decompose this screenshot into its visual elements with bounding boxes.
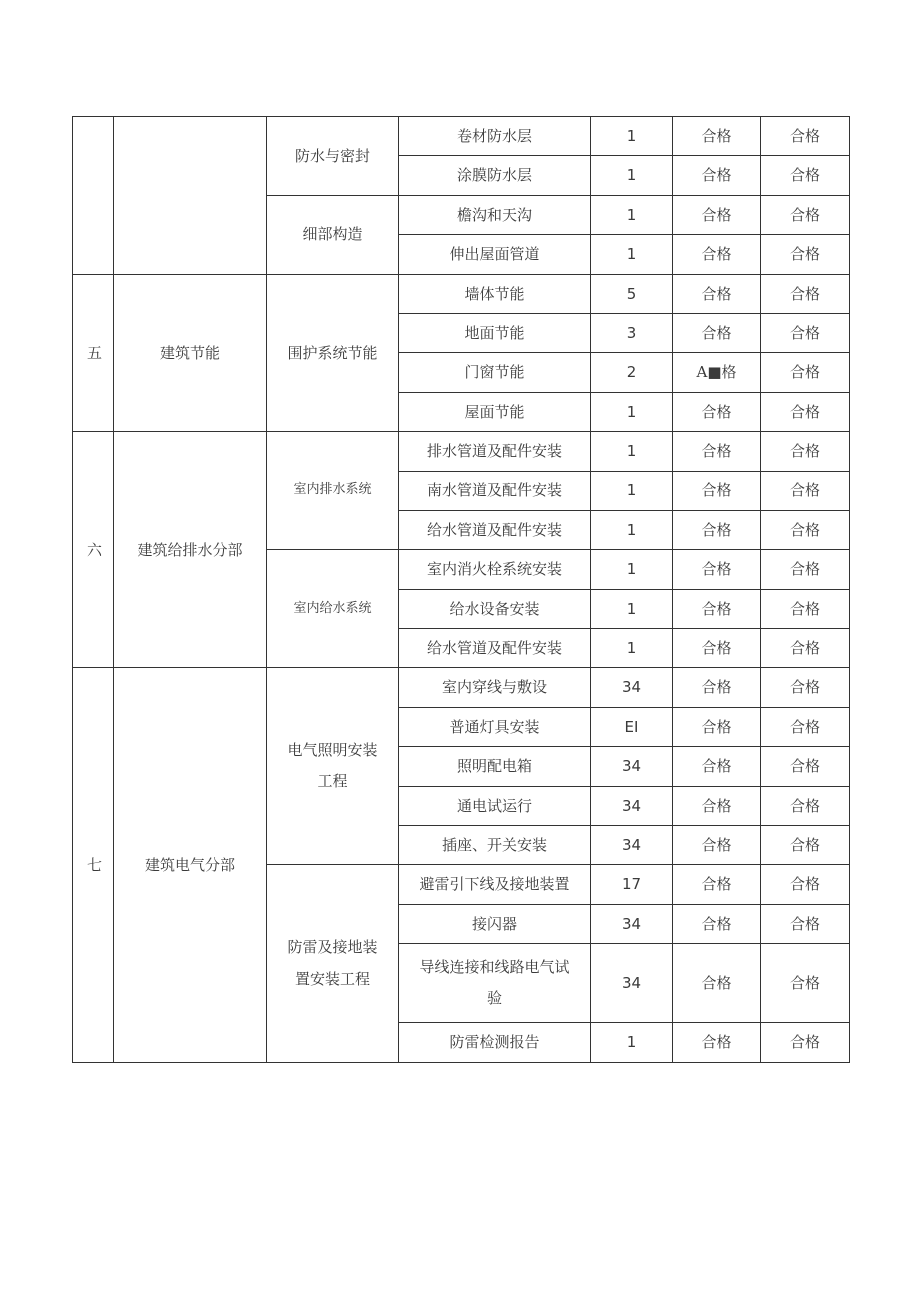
- acceptance-result-cell: [761, 1023, 850, 1062]
- inspection-item-cell: [399, 747, 591, 786]
- lot-count-cell: [591, 156, 673, 195]
- inspection-item-cell-text: 插座、开关安装: [441, 835, 547, 854]
- self-check-result-cell: [673, 904, 761, 943]
- acceptance-result-cell-text: 合格: [789, 796, 820, 815]
- acceptance-result-cell: [761, 156, 850, 195]
- sub-division-cell-text: 防雷及接地装置安装工程: [287, 938, 378, 988]
- inspection-item-cell: [399, 117, 591, 156]
- lot-count-cell-text: 1: [626, 205, 637, 224]
- self-check-result-cell-text: 合格: [701, 678, 732, 697]
- division-name-cell: [114, 668, 267, 1062]
- inspection-item-cell-text: 门窗节能: [464, 363, 525, 382]
- lot-count-cell: [591, 865, 673, 904]
- acceptance-result-cell: [761, 274, 850, 313]
- self-check-result-cell-text: 合格: [701, 481, 732, 500]
- division-name-cell-text: 建筑节能: [159, 343, 220, 362]
- division-seq-cell-text: 六: [87, 540, 103, 559]
- acceptance-result-cell: [761, 826, 850, 865]
- acceptance-result-cell-text: 合格: [789, 678, 820, 697]
- lot-count-cell-text: 1: [626, 560, 637, 579]
- sub-division-cell: [267, 274, 399, 432]
- lot-count-cell-text: 1: [626, 402, 637, 421]
- inspection-item-cell-text: 普通灯具安装: [449, 717, 540, 736]
- lot-count-cell: [591, 510, 673, 549]
- acceptance-result-cell: [761, 117, 850, 156]
- inspection-item-cell: [399, 786, 591, 825]
- sub-division-cell: [267, 432, 399, 550]
- acceptance-result-cell-text: 合格: [789, 166, 820, 185]
- division-name-cell: [114, 274, 267, 432]
- self-check-result-cell-text: 合格: [701, 560, 732, 579]
- sub-division-cell: [267, 117, 399, 196]
- lot-count-cell: [591, 432, 673, 471]
- division-name-cell: [114, 432, 267, 668]
- self-check-result-cell-text: 合格: [701, 914, 732, 933]
- lot-count-cell: [591, 274, 673, 313]
- sub-division-cell: [267, 668, 399, 865]
- acceptance-result-cell-text: 合格: [789, 757, 820, 776]
- acceptance-result-cell-text: 合格: [789, 363, 820, 382]
- self-check-result-cell-text: A■格: [696, 363, 737, 382]
- acceptance-table-body: [73, 117, 850, 1063]
- lot-count-cell-text: 1: [626, 520, 637, 539]
- table-row: [73, 668, 850, 707]
- sub-division-cell-text: 室内给水系统: [293, 600, 372, 616]
- inspection-item-cell-text: 接闪器: [471, 914, 517, 933]
- acceptance-result-cell: [761, 707, 850, 746]
- inspection-item-cell-text: 给水管道及配件安装: [426, 639, 562, 658]
- lot-count-cell: [591, 944, 673, 1023]
- acceptance-result-cell-text: 合格: [789, 245, 820, 264]
- inspection-item-cell: [399, 510, 591, 549]
- inspection-item-cell: [399, 1023, 591, 1062]
- self-check-result-cell-text: 合格: [701, 402, 732, 421]
- inspection-item-cell-text: 地面节能: [464, 323, 525, 342]
- inspection-item-cell-text: 排水管道及配件安装: [426, 442, 562, 461]
- lot-count-cell: [591, 904, 673, 943]
- lot-count-cell: [591, 353, 673, 392]
- inspection-item-cell-text: 给水管道及配件安装: [426, 520, 562, 539]
- lot-count-cell-text: 17: [621, 875, 642, 894]
- inspection-item-cell-text: 檐沟和天沟: [456, 205, 532, 224]
- sub-division-cell-text: 细部构造: [302, 225, 363, 244]
- self-check-result-cell: [673, 432, 761, 471]
- acceptance-result-cell: [761, 195, 850, 234]
- lot-count-cell-text: 5: [626, 284, 637, 303]
- acceptance-result-cell: [761, 944, 850, 1023]
- inspection-item-cell-text: 防雷检测报告: [449, 1033, 540, 1052]
- self-check-result-cell: [673, 944, 761, 1023]
- division-seq-cell: [73, 668, 114, 1062]
- acceptance-result-cell: [761, 550, 850, 589]
- self-check-result-cell-text: 合格: [701, 1033, 732, 1052]
- inspection-item-cell-text: 涂膜防水层: [456, 166, 532, 185]
- lot-count-cell: [591, 786, 673, 825]
- lot-count-cell-text: 34: [621, 757, 642, 776]
- acceptance-result-cell: [761, 904, 850, 943]
- acceptance-result-cell-text: 合格: [789, 402, 820, 421]
- lot-count-cell-text: 1: [626, 166, 637, 185]
- inspection-item-cell-text: 伸出屋面管道: [449, 245, 540, 264]
- self-check-result-cell: [673, 353, 761, 392]
- acceptance-result-cell-text: 合格: [789, 520, 820, 539]
- self-check-result-cell: [673, 786, 761, 825]
- self-check-result-cell: [673, 235, 761, 274]
- inspection-item-cell: [399, 826, 591, 865]
- lot-count-cell: [591, 550, 673, 589]
- lot-count-cell: [591, 668, 673, 707]
- lot-count-cell: [591, 195, 673, 234]
- acceptance-result-cell-text: 合格: [789, 914, 820, 933]
- self-check-result-cell-text: 合格: [701, 166, 732, 185]
- inspection-item-cell: [399, 235, 591, 274]
- inspection-item-cell: [399, 707, 591, 746]
- acceptance-result-cell-text: 合格: [789, 323, 820, 342]
- acceptance-result-cell: [761, 353, 850, 392]
- acceptance-result-cell-text: 合格: [789, 1033, 820, 1052]
- inspection-item-cell-text: 室内穿线与敷设: [441, 678, 547, 697]
- division-seq-cell: [73, 432, 114, 668]
- acceptance-result-cell-text: 合格: [789, 284, 820, 303]
- division-seq-cell: [73, 117, 114, 275]
- division-name-cell-text: 建筑电气分部: [144, 855, 235, 874]
- division-seq-cell: [73, 274, 114, 432]
- sub-division-cell-text: 防水与密封: [294, 146, 370, 165]
- inspection-item-cell-text: 南水管道及配件安装: [426, 481, 562, 500]
- lot-count-cell-text: EI: [624, 717, 639, 736]
- acceptance-result-cell: [761, 392, 850, 431]
- inspection-item-cell: [399, 944, 591, 1023]
- acceptance-result-cell-text: 合格: [789, 973, 820, 992]
- acceptance-result-cell: [761, 432, 850, 471]
- acceptance-result-cell-text: 合格: [789, 717, 820, 736]
- acceptance-result-cell: [761, 747, 850, 786]
- lot-count-cell-text: 1: [626, 1033, 637, 1052]
- inspection-item-cell: [399, 274, 591, 313]
- self-check-result-cell: [673, 471, 761, 510]
- lot-count-cell-text: 1: [626, 442, 637, 461]
- table-row: [73, 274, 850, 313]
- inspection-item-cell: [399, 195, 591, 234]
- self-check-result-cell-text: 合格: [701, 126, 732, 145]
- lot-count-cell-text: 34: [621, 914, 642, 933]
- division-seq-cell-text: 七: [87, 855, 103, 874]
- inspection-item-cell: [399, 629, 591, 668]
- acceptance-result-cell-text: 合格: [789, 481, 820, 500]
- self-check-result-cell: [673, 826, 761, 865]
- lot-count-cell-text: 2: [626, 363, 637, 382]
- lot-count-cell-text: 1: [626, 245, 637, 264]
- sub-division-cell: [267, 550, 399, 668]
- acceptance-table: [72, 116, 850, 1063]
- self-check-result-cell-text: 合格: [701, 757, 732, 776]
- acceptance-result-cell: [761, 629, 850, 668]
- inspection-item-cell: [399, 589, 591, 628]
- lot-count-cell: [591, 707, 673, 746]
- self-check-result-cell-text: 合格: [701, 639, 732, 658]
- self-check-result-cell: [673, 668, 761, 707]
- self-check-result-cell-text: 合格: [701, 717, 732, 736]
- inspection-item-cell: [399, 471, 591, 510]
- acceptance-result-cell-text: 合格: [789, 599, 820, 618]
- self-check-result-cell: [673, 156, 761, 195]
- inspection-item-cell-text: 卷材防水层: [456, 126, 532, 145]
- self-check-result-cell-text: 合格: [701, 323, 732, 342]
- division-seq-cell-text: 五: [87, 343, 103, 362]
- self-check-result-cell: [673, 707, 761, 746]
- self-check-result-cell: [673, 392, 761, 431]
- inspection-item-cell-text: 屋面节能: [464, 402, 525, 421]
- self-check-result-cell: [673, 550, 761, 589]
- acceptance-result-cell-text: 合格: [789, 205, 820, 224]
- inspection-item-cell: [399, 313, 591, 352]
- lot-count-cell: [591, 471, 673, 510]
- acceptance-result-cell-text: 合格: [789, 442, 820, 461]
- acceptance-result-cell: [761, 510, 850, 549]
- self-check-result-cell-text: 合格: [701, 245, 732, 264]
- lot-count-cell: [591, 235, 673, 274]
- table-row: [73, 117, 850, 156]
- division-name-cell-text: 建筑给排水分部: [137, 540, 243, 559]
- lot-count-cell-text: 1: [626, 639, 637, 658]
- lot-count-cell-text: 34: [621, 835, 642, 854]
- lot-count-cell-text: 34: [621, 678, 642, 697]
- lot-count-cell-text: 34: [621, 796, 642, 815]
- inspection-item-cell: [399, 550, 591, 589]
- acceptance-result-cell-text: 合格: [789, 126, 820, 145]
- inspection-item-cell: [399, 156, 591, 195]
- self-check-result-cell: [673, 865, 761, 904]
- self-check-result-cell: [673, 274, 761, 313]
- lot-count-cell: [591, 392, 673, 431]
- lot-count-cell-text: 1: [626, 599, 637, 618]
- self-check-result-cell: [673, 195, 761, 234]
- self-check-result-cell-text: 合格: [701, 442, 732, 461]
- inspection-item-cell-text: 避雷引下线及接地装置: [419, 875, 570, 894]
- acceptance-result-cell-text: 合格: [789, 835, 820, 854]
- lot-count-cell: [591, 117, 673, 156]
- lot-count-cell-text: 1: [626, 126, 637, 145]
- self-check-result-cell: [673, 629, 761, 668]
- self-check-result-cell-text: 合格: [701, 875, 732, 894]
- acceptance-result-cell: [761, 865, 850, 904]
- acceptance-result-cell: [761, 668, 850, 707]
- acceptance-result-cell-text: 合格: [789, 875, 820, 894]
- inspection-item-cell: [399, 353, 591, 392]
- self-check-result-cell-text: 合格: [701, 599, 732, 618]
- inspection-item-cell-text: 通电试运行: [456, 796, 532, 815]
- table-row: [73, 432, 850, 471]
- self-check-result-cell-text: 合格: [701, 520, 732, 539]
- inspection-item-cell: [399, 392, 591, 431]
- acceptance-result-cell: [761, 589, 850, 628]
- inspection-item-cell-text: 照明配电箱: [456, 757, 532, 776]
- sub-division-cell: [267, 195, 399, 274]
- inspection-item-cell: [399, 904, 591, 943]
- lot-count-cell-text: 34: [621, 973, 642, 992]
- lot-count-cell: [591, 629, 673, 668]
- self-check-result-cell: [673, 510, 761, 549]
- lot-count-cell: [591, 1023, 673, 1062]
- inspection-item-cell: [399, 865, 591, 904]
- sub-division-cell-text: 电气照明安装工程: [287, 740, 378, 791]
- acceptance-result-cell-text: 合格: [789, 560, 820, 579]
- sub-division-cell: [267, 865, 399, 1062]
- lot-count-cell: [591, 747, 673, 786]
- inspection-item-cell-text: 墙体节能: [464, 284, 525, 303]
- division-name-cell: [114, 117, 267, 275]
- acceptance-result-cell: [761, 786, 850, 825]
- self-check-result-cell: [673, 117, 761, 156]
- lot-count-cell-text: 3: [626, 323, 637, 342]
- inspection-item-cell: [399, 668, 591, 707]
- acceptance-result-cell-text: 合格: [789, 639, 820, 658]
- lot-count-cell: [591, 313, 673, 352]
- lot-count-cell-text: 1: [626, 481, 637, 500]
- self-check-result-cell: [673, 313, 761, 352]
- self-check-result-cell: [673, 747, 761, 786]
- self-check-result-cell: [673, 589, 761, 628]
- inspection-item-cell-text: 给水设备安装: [449, 599, 540, 618]
- sub-division-cell-text: 围护系统节能: [287, 343, 378, 362]
- lot-count-cell: [591, 826, 673, 865]
- sub-division-cell-text: 室内排水系统: [293, 482, 372, 498]
- self-check-result-cell-text: 合格: [701, 973, 732, 992]
- self-check-result-cell-text: 合格: [701, 205, 732, 224]
- acceptance-result-cell: [761, 471, 850, 510]
- acceptance-result-cell: [761, 313, 850, 352]
- inspection-item-cell-text: 室内消火栓系统安装: [426, 560, 562, 579]
- lot-count-cell: [591, 589, 673, 628]
- acceptance-result-cell: [761, 235, 850, 274]
- inspection-item-cell: [399, 432, 591, 471]
- self-check-result-cell-text: 合格: [701, 835, 732, 854]
- self-check-result-cell: [673, 1023, 761, 1062]
- self-check-result-cell-text: 合格: [701, 284, 732, 303]
- self-check-result-cell-text: 合格: [701, 796, 732, 815]
- inspection-item-cell-text: 导线连接和线路电气试验: [419, 957, 570, 1008]
